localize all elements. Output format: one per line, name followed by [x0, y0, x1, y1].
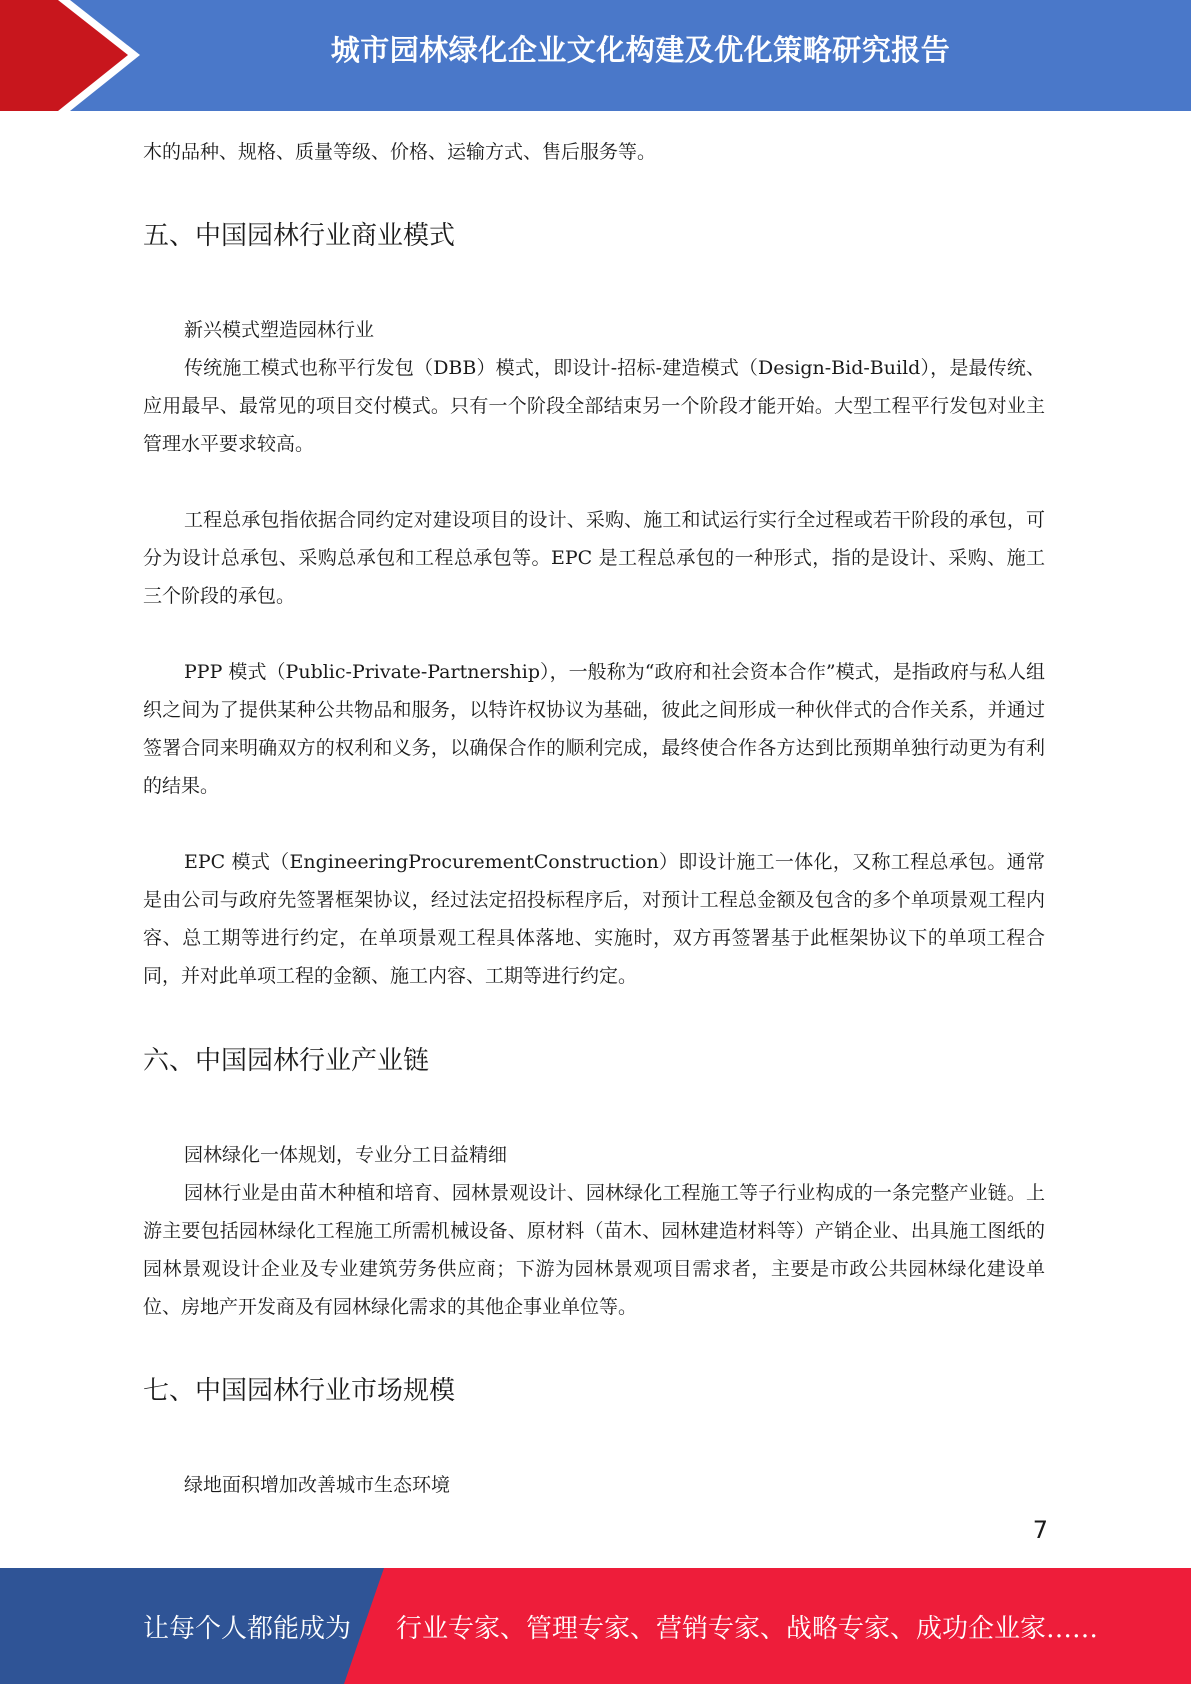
- page-footer: [0, 1568, 1191, 1684]
- page-header: [0, 0, 1191, 111]
- section-5-paragraph-2: 工程总承包指依据合同约定对建设项目的设计、采购、施工和试运行实行全过程或若干阶段的承包，可分为设计总承包、采购总承包和工程总承包等。EPC 是工程总承包的一种形式，指的是设计、采购、施工三个阶段的承包。: [143, 509, 1045, 607]
- page-number: 7: [1032, 1516, 1048, 1544]
- intro-line: 木的品种、规格、质量等级、价格、运输方式、售后服务等。: [143, 141, 657, 163]
- footer-slogan-left: 让每个人都能成为: [143, 1614, 352, 1644]
- section-5-paragraph-3: PPP 模式（Public-Private-Partnership），一般称为“政府和社会资本合作”模式，是指政府与私人组织之间为了提供某种公共物品和服务，以特许权协议为基础，彼此之间形成一种伙伴式的合作关系，并通过签署合同来明确双方的权利和义务，以确保合作的顺利完成，最终使合作各方达到比预期单独行动更为有利的结果。: [143, 661, 1045, 797]
- footer-slogan-right: 行业专家、管理专家、营销专家、战略专家、成功企业家……: [396, 1614, 1099, 1644]
- section-6-paragraph-1: 园林行业是由苗木种植和培育、园林景观设计、园林绿化工程施工等子行业构成的一条完整产业链。上游主要包括园林绿化工程施工所需机械设备、原材料（苗木、园林建造材料等）产销企业、出具施工图纸的园林景观设计企业及专业建筑劳务供应商；下游为园林景观项目需求者，主要是市政公共园林绿化建设单位、房地产开发商及有园林绿化需求的其他企事业单位等。: [143, 1182, 1045, 1318]
- section-6-heading: 六、中国园林行业产业链: [143, 1046, 430, 1076]
- section-5-paragraph-1: 传统施工模式也称平行发包（DBB）模式，即设计-招标-建造模式（Design-Bid-Build），是最传统、应用最早、最常见的项目交付模式。只有一个阶段全部结束另一个阶段才能开始。大型工程平行发包对业主管理水平要求较高。: [143, 357, 1045, 455]
- section-6-subheading: 园林绿化一体规划，专业分工日益精细: [184, 1144, 508, 1166]
- section-7-heading: 七、中国园林行业市场规模: [143, 1376, 456, 1406]
- section-5-paragraph-4: EPC 模式（EngineeringProcurementConstruction）即设计施工一体化，又称工程总承包。通常是由公司与政府先签署框架协议，经过法定招投标程序后，对预计工程总金额及包含的多个单项景观工程内容、总工期等进行约定，在单项景观工程具体落地、实施时，双方再签署基于此框架协议下的单项工程合同，并对此单项工程的金额、施工内容、工期等进行约定。: [143, 851, 1045, 987]
- section-5-subheading: 新兴模式塑造园林行业: [184, 319, 375, 341]
- section-5-heading: 五、中国园林行业商业模式: [143, 221, 456, 251]
- section-7-subheading: 绿地面积增加改善城市生态环境: [184, 1474, 451, 1496]
- document-title: 城市园林绿化企业文化构建及优化策略研究报告: [330, 33, 951, 67]
